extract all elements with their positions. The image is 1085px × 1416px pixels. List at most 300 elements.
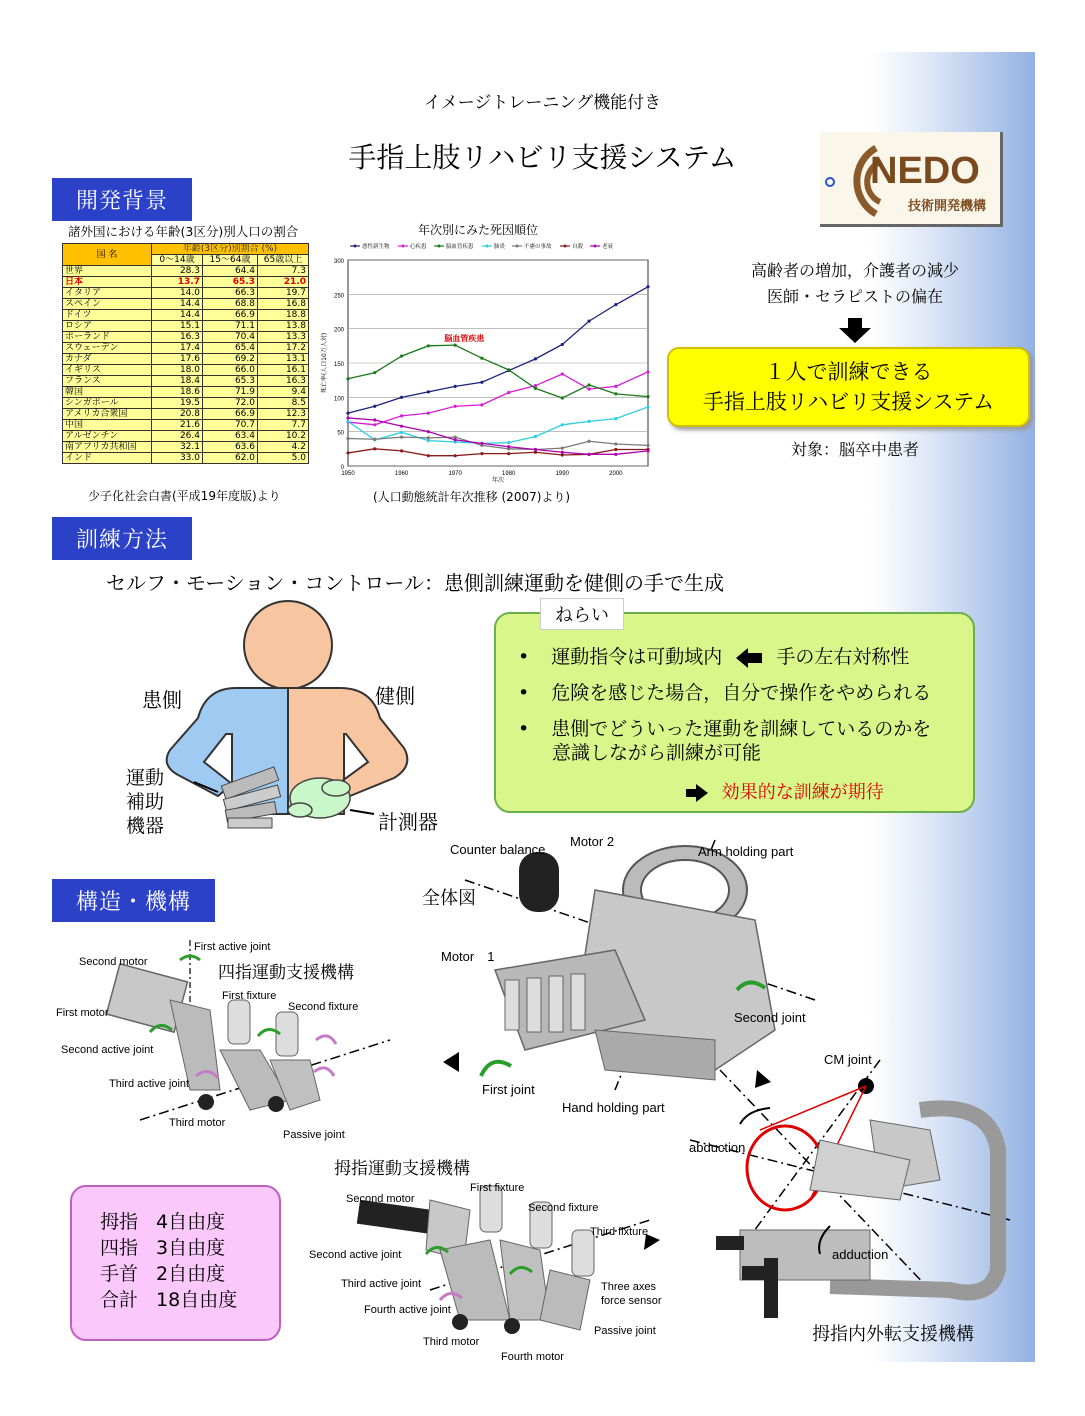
y-axis-label: 死亡率(人口10万人対) (321, 332, 328, 394)
x-tick-label: 2000 (609, 471, 623, 477)
country-cell: フランス (63, 376, 152, 387)
population-table (62, 243, 309, 464)
data-point (400, 396, 403, 399)
cm-joint-label: CM joint (824, 1052, 872, 1067)
table-row (63, 321, 309, 332)
country-cell: アメリカ合衆国 (63, 409, 152, 420)
legend-label: 老衰 (602, 244, 614, 250)
country-cell: イギリス (63, 365, 152, 376)
num-cell: 62.0 (203, 453, 258, 464)
aim-bullet-2-text: 危険を感じた場合，自分で操作をやめられる (551, 682, 932, 704)
data-point (646, 405, 649, 408)
y-tick-label: 300 (333, 259, 344, 265)
data-point (614, 442, 617, 445)
data-point (373, 405, 376, 408)
num-cell: 16.3 (258, 376, 309, 387)
data-point (614, 448, 617, 451)
x-tick-label: 1980 (502, 471, 516, 477)
ff-third-motor: Third motor (169, 1117, 226, 1129)
data-point (373, 418, 376, 421)
thumb-rotation-illustration (680, 1050, 1025, 1340)
country-cell: スウェーデン (63, 343, 152, 354)
num-cell: 66.3 (203, 288, 258, 299)
table-row (63, 409, 309, 420)
th-second-active: Second active joint (309, 1249, 402, 1261)
ff-third-active: Third active joint (109, 1078, 190, 1090)
data-point (480, 357, 483, 360)
num-cell: 65.4 (203, 343, 258, 354)
healthy-side-label: 健側 (375, 684, 415, 708)
num-cell: 10.2 (258, 431, 309, 442)
legend-marker (354, 245, 357, 248)
rotate-arrow-icon (314, 1068, 334, 1076)
four-finger-title: 四指運動支援機構 (218, 963, 354, 983)
data-point (561, 396, 564, 399)
legend-marker (486, 245, 489, 248)
num-cell: 13.1 (258, 354, 309, 365)
death-cause-chart (318, 238, 658, 490)
ff-first-active: First active joint (194, 941, 271, 953)
num-cell: 65.3 (203, 277, 258, 288)
table-row (63, 277, 309, 288)
assist-device-line: 補助 (126, 791, 165, 813)
th-fourth-motor: Fourth motor (501, 1351, 564, 1363)
data-point (400, 425, 403, 428)
data-point (454, 405, 457, 408)
data-point (534, 451, 537, 454)
num-cell: 12.3 (258, 409, 309, 420)
training-headline: セルフ・モーション・コントロール：患側訓練運動を健側の手で生成 (106, 571, 724, 595)
motor2-label: Motor 2 (570, 834, 615, 849)
data-point (561, 343, 564, 346)
data-point (646, 444, 649, 447)
data-point (427, 436, 430, 439)
data-point (561, 372, 564, 375)
left-arrow-icon (736, 648, 762, 668)
data-point (400, 431, 403, 434)
data-point (480, 452, 483, 455)
table-row (63, 288, 309, 299)
data-point (400, 414, 403, 417)
data-point (507, 441, 510, 444)
thumb-rotation-title: 拇指内外転支援機構 (812, 1324, 974, 1345)
legend-marker (438, 245, 441, 248)
counter-balance-shape (519, 852, 559, 912)
data-point (614, 303, 617, 306)
col-header: 0～14歳 (152, 255, 203, 266)
num-cell: 18.0 (152, 365, 203, 376)
legend-marker (594, 245, 597, 248)
data-point (373, 371, 376, 374)
arm-holding-label: Arm holding part (698, 844, 794, 859)
country-cell: スペイン (63, 299, 152, 310)
section-background: 開発背景 (52, 178, 192, 221)
num-cell: 63.6 (203, 442, 258, 453)
data-point (587, 383, 590, 386)
th-passive: Passive joint (594, 1325, 656, 1337)
y-tick-label: 50 (337, 430, 344, 437)
data-point (587, 320, 590, 323)
num-cell: 17.2 (258, 343, 309, 354)
country-cell: 中国 (63, 420, 152, 431)
num-cell: 32.1 (152, 442, 203, 453)
dof-value: 2自由度 (156, 1263, 226, 1285)
data-point (400, 436, 403, 439)
assist-device-label (126, 766, 164, 838)
col-country-header: 国 名 (63, 244, 152, 266)
issue-line-2: 医師・セラピストの偏在 (766, 287, 943, 306)
data-point (646, 285, 649, 288)
chart-title: 年次別にみた死因順位 (418, 223, 539, 237)
num-cell: 65.3 (203, 376, 258, 387)
solution-line-2: 手指上肢リハビリ支援システム (702, 390, 995, 414)
data-point (400, 355, 403, 358)
num-cell: 14.4 (152, 310, 203, 321)
target-patients: 対象：脳卒中患者 (790, 440, 919, 459)
num-cell: 7.3 (258, 266, 309, 277)
num-cell: 9.4 (258, 387, 309, 398)
legend-marker (564, 245, 567, 248)
country-cell: イタリア (63, 288, 152, 299)
dof-value: 4自由度 (156, 1211, 226, 1233)
data-point (346, 377, 349, 380)
ff-passive: Passive joint (283, 1129, 345, 1141)
table-row (63, 453, 309, 464)
thumb-title: 拇指運動支援機構 (334, 1159, 470, 1179)
table-row (63, 354, 309, 365)
data-point (614, 453, 617, 456)
data-point (427, 439, 430, 442)
pop-table-caption: 諸外国における年齢(3区分)別人口の割合 (68, 224, 299, 239)
ff-second-active: Second active joint (61, 1044, 154, 1056)
data-point (587, 440, 590, 443)
num-cell: 4.2 (258, 442, 309, 453)
data-point (373, 423, 376, 426)
table-row (63, 387, 309, 398)
data-point (507, 391, 510, 394)
legend-marker (516, 245, 519, 248)
table-row (63, 442, 309, 453)
num-cell: 13.3 (258, 332, 309, 343)
num-cell: 71.9 (203, 387, 258, 398)
num-cell: 18.4 (152, 376, 203, 387)
country-cell: 世界 (63, 266, 152, 277)
data-point (534, 357, 537, 360)
hand-holding-label: Hand holding part (562, 1100, 665, 1115)
table-row (63, 420, 309, 431)
legend-label: 肺炎 (494, 244, 506, 250)
head-shape (244, 601, 332, 689)
num-cell: 20.8 (152, 409, 203, 420)
x-tick-label: 1960 (394, 471, 409, 477)
num-cell: 68.8 (203, 299, 258, 310)
num-cell: 70.4 (203, 332, 258, 343)
data-point (454, 385, 457, 388)
country-cell: ポーランド (63, 332, 152, 343)
rotate-arrow-icon (316, 1036, 336, 1044)
y-tick-label: 200 (333, 327, 344, 334)
num-cell: 66.0 (203, 365, 258, 376)
data-point (427, 412, 430, 415)
num-cell: 21.0 (258, 277, 309, 288)
affected-side-label: 患側 (142, 688, 182, 712)
dof-row (100, 1209, 237, 1235)
table-row (63, 431, 309, 442)
data-point (454, 454, 457, 457)
data-point (346, 412, 349, 415)
th-third-fixture: Third fixture (590, 1226, 649, 1238)
country-cell: 日本 (63, 277, 152, 288)
y-tick-label: 150 (333, 362, 344, 368)
expected-effect (686, 778, 884, 804)
chart-annotation: 脳血管疾患 (444, 334, 485, 344)
adduction-label: adduction (832, 1247, 889, 1262)
data-point (480, 442, 483, 445)
left-arrow-icon (443, 1052, 459, 1072)
population-table-wrap (62, 243, 309, 464)
data-point (373, 447, 376, 450)
data-point (480, 403, 483, 406)
data-point (427, 454, 430, 457)
num-cell: 72.0 (203, 398, 258, 409)
data-point (646, 395, 649, 398)
data-point (587, 420, 590, 423)
section-structure: 構造・機構 (52, 879, 215, 922)
num-cell: 64.4 (203, 266, 258, 277)
table-row (63, 299, 309, 310)
data-point (587, 387, 590, 390)
assist-device-line: 機器 (126, 815, 165, 837)
dof-part: 手首 (100, 1263, 139, 1285)
legend-label: 自殺 (572, 244, 584, 250)
aim-bullet-2: • 危険を感じた場合，自分で操作をやめられる (518, 682, 932, 704)
overall-label: 全体図 (422, 888, 476, 909)
solution-line-1: １人で訓練できる (764, 360, 933, 384)
data-point (561, 451, 564, 454)
col-header: 65歳以上 (258, 255, 309, 266)
data-point (373, 438, 376, 441)
first-joint-label: First joint (482, 1082, 535, 1097)
data-point (346, 420, 349, 423)
data-point (614, 392, 617, 395)
num-cell: 71.1 (203, 321, 258, 332)
table-row (63, 376, 309, 387)
num-cell: 14.0 (152, 288, 203, 299)
table-row (63, 365, 309, 376)
aim-bullet-3-text: 患側でどういった運動を訓練しているのかを (551, 718, 932, 740)
data-point (561, 447, 564, 450)
data-point (507, 368, 510, 371)
num-cell: 13.7 (152, 277, 203, 288)
aim-box (494, 605, 975, 813)
ff-first-motor: First motor (56, 1007, 109, 1019)
pop-table-source: 少子化社会白書(平成19年度版)より (88, 489, 281, 503)
aim-label: ねらい (540, 598, 624, 630)
x-axis-label: 年次 (491, 477, 505, 484)
table-row (63, 343, 309, 354)
ff-second-fixture: Second fixture (288, 1001, 359, 1013)
data-point (534, 435, 537, 438)
abduction-label: abduction (689, 1140, 746, 1155)
assist-device-shape (221, 767, 280, 828)
data-point (480, 381, 483, 384)
y-tick-label: 100 (333, 396, 344, 403)
nedo-logo-text: NEDO (870, 150, 980, 192)
th-third-motor: Third motor (423, 1336, 480, 1348)
num-cell: 33.0 (152, 453, 203, 464)
data-point (614, 417, 617, 420)
body-illustration (160, 600, 440, 840)
issue-line-1: 高齢者の増加，介護者の減少 (750, 261, 959, 280)
data-point (427, 390, 430, 393)
aim-bullet-3: • 患側でどういった運動を訓練しているのかを (518, 718, 932, 740)
country-cell: ロシア (63, 321, 152, 332)
num-cell: 7.7 (258, 420, 309, 431)
dof-row (100, 1261, 237, 1287)
data-point (346, 451, 349, 454)
abduction-arrow-icon (740, 1108, 770, 1124)
y-tick-label: 250 (333, 293, 344, 300)
data-point (454, 438, 457, 441)
assist-device-line: 運動 (126, 767, 165, 789)
data-point (534, 448, 537, 451)
data-point (454, 344, 457, 347)
ff-second-motor: Second motor (79, 956, 148, 968)
data-point (427, 430, 430, 433)
aim-bullet-3-cont: 意識しながら訓練が可能 (552, 742, 762, 764)
nedo-logo (820, 132, 1003, 227)
data-point (346, 416, 349, 419)
chart-source: (人口動態統計年次推移 (2007)より) (373, 490, 571, 504)
th-second-fixture: Second fixture (528, 1202, 599, 1214)
x-tick-label: 1970 (448, 471, 462, 477)
legend-label: 不慮の事故 (524, 244, 552, 250)
num-cell: 21.6 (152, 420, 203, 431)
right-arrow-icon (686, 784, 708, 802)
data-point (427, 344, 430, 347)
country-cell: インド (63, 453, 152, 464)
th-force-sensor: force sensor (601, 1295, 662, 1307)
aim-bullet-1: • 運動指令は可動域内 手の左右対称性 (518, 646, 910, 668)
down-arrow-icon (838, 318, 872, 344)
second-joint-label: Second joint (734, 1010, 806, 1025)
num-cell: 17.6 (152, 354, 203, 365)
num-cell: 70.7 (203, 420, 258, 431)
table-row (63, 266, 309, 277)
table-row (63, 398, 309, 409)
num-cell: 26.4 (152, 431, 203, 442)
poster-title: 手指上肢リハビリ支援システム (348, 141, 737, 174)
legend-label: 悪性新生物 (362, 244, 390, 250)
num-cell: 19.7 (258, 288, 309, 299)
legend-label: 心疾患 (410, 244, 427, 250)
num-cell: 8.5 (258, 398, 309, 409)
th-first-fixture: First fixture (470, 1182, 525, 1194)
data-point (534, 384, 537, 387)
rotate-arrow-icon (481, 1062, 511, 1076)
x-tick-label: 1990 (555, 471, 569, 477)
num-cell: 16.3 (152, 332, 203, 343)
data-point (646, 370, 649, 373)
data-point (561, 423, 564, 426)
expected-effect-text: 効果的な訓練が期待 (721, 782, 884, 803)
dof-value: 18自由度 (156, 1289, 238, 1311)
th-fourth-active: Fourth active joint (364, 1304, 451, 1316)
country-cell: アルゼンチン (63, 431, 152, 442)
dof-part: 合計 (100, 1289, 139, 1311)
col-group-header: 年齢(3区分)別割合 (%) (152, 244, 309, 255)
data-point (507, 445, 510, 448)
solution-box (667, 347, 1030, 427)
num-cell: 18.6 (152, 387, 203, 398)
y-tick-label: 0 (340, 465, 344, 471)
data-point (454, 436, 457, 439)
data-point (534, 387, 537, 390)
data-point (561, 453, 564, 456)
num-cell: 69.2 (203, 354, 258, 365)
num-cell: 14.4 (152, 299, 203, 310)
num-cell: 13.8 (258, 321, 309, 332)
num-cell: 19.5 (152, 398, 203, 409)
table-row (63, 310, 309, 321)
motor1-label: Motor 1 (441, 949, 495, 964)
dof-row (100, 1287, 237, 1313)
data-point (587, 453, 590, 456)
num-cell: 16.1 (258, 365, 309, 376)
data-point (614, 385, 617, 388)
data-point (646, 449, 649, 452)
num-cell: 17.4 (152, 343, 203, 354)
dof-row (100, 1235, 237, 1261)
ff-first-fixture: First fixture (222, 990, 277, 1002)
num-cell: 66.9 (203, 409, 258, 420)
num-cell: 63.4 (203, 431, 258, 442)
num-cell: 18.8 (258, 310, 309, 321)
dof-part: 拇指 (100, 1211, 139, 1233)
data-point (400, 449, 403, 452)
num-cell: 15.1 (152, 321, 203, 332)
country-cell: 韓国 (63, 387, 152, 398)
th-three-axes: Three axes (601, 1281, 657, 1293)
legend-marker (402, 245, 405, 248)
col-header: 15～64歳 (203, 255, 258, 266)
nedo-logo-subtext: 技術開発機構 (908, 199, 987, 214)
data-point (346, 437, 349, 440)
num-cell: 28.3 (152, 266, 203, 277)
th-third-active: Third active joint (341, 1278, 422, 1290)
country-cell: シンガポール (63, 398, 152, 409)
measure-device-label: 計測器 (378, 810, 438, 834)
dof-part: 四指 (100, 1237, 139, 1259)
counter-balance-label: Counter balance (450, 842, 546, 857)
data-point (507, 452, 510, 455)
country-cell: カナダ (63, 354, 152, 365)
th-second-motor: Second motor (346, 1193, 415, 1205)
num-cell: 16.8 (258, 299, 309, 310)
section-training: 訓練方法 (52, 517, 192, 560)
x-tick-label: 1950 (341, 471, 355, 477)
dof-box (70, 1185, 281, 1341)
num-cell: 66.9 (203, 310, 258, 321)
num-cell: 5.0 (258, 453, 309, 464)
legend-label: 脳血管疾患 (446, 244, 474, 250)
dof-value: 3自由度 (156, 1237, 226, 1259)
country-cell: ドイツ (63, 310, 152, 321)
aim-bullet-1-right: 手の左右対称性 (776, 646, 910, 668)
table-row (63, 332, 309, 343)
country-cell: 南アフリカ共和国 (63, 442, 152, 453)
poster-subtitle: イメージトレーニング機能付き (423, 93, 662, 113)
